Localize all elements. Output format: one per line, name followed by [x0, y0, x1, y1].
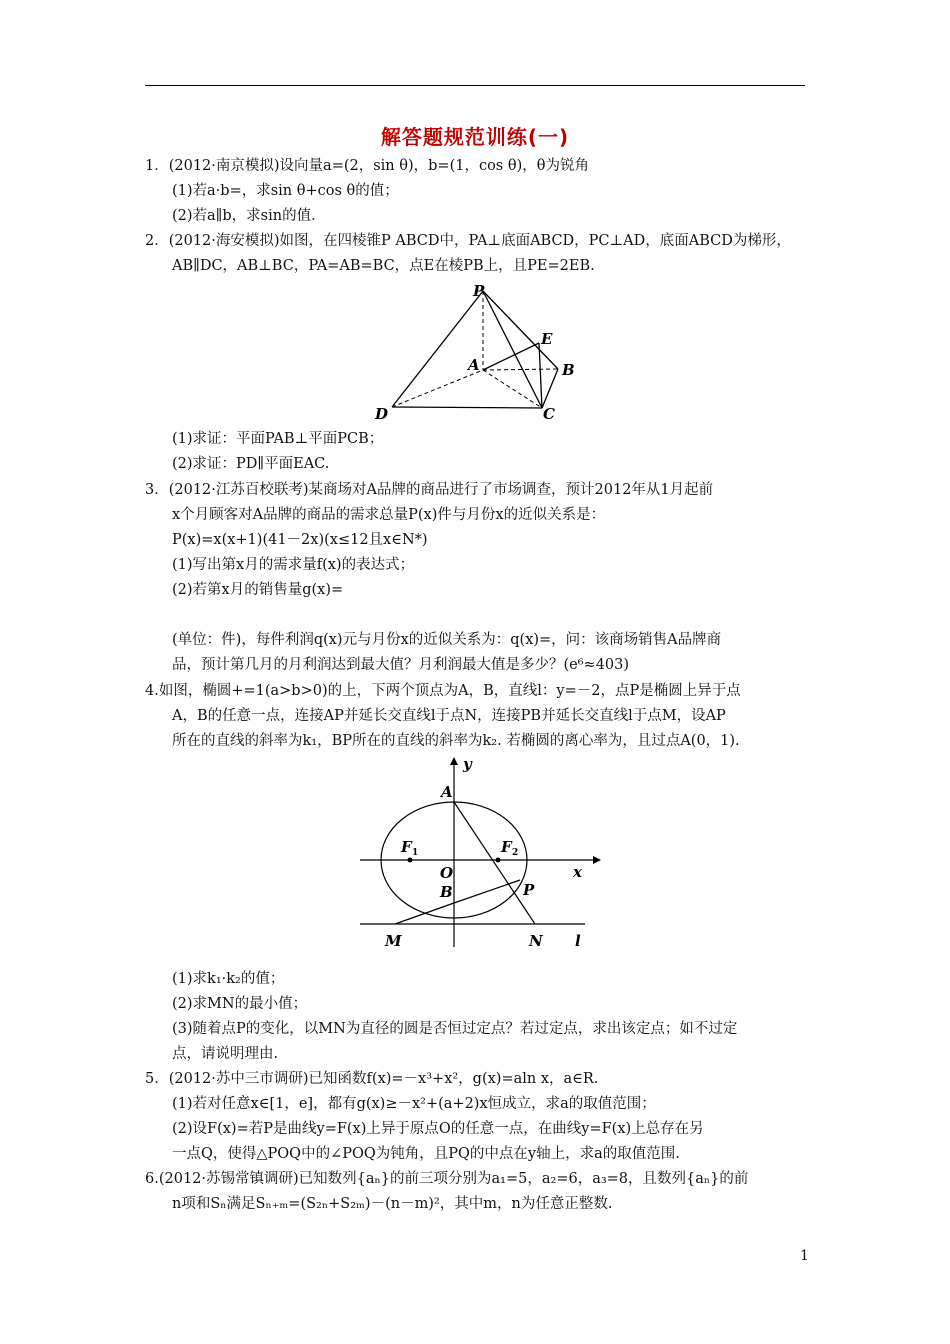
label-P: P: [473, 282, 485, 300]
label-D: D: [375, 405, 389, 423]
problem-1-part-2: (2)若a∥b，求sin的值．: [172, 208, 326, 224]
label-F1: F: [401, 838, 412, 856]
problem-1-stem: 1．(2012·南京模拟)设向量a=(2，sin θ)，b=(1，cos θ)，θ为锐角: [145, 158, 589, 174]
problem-3-stem-cont: x个月顾客对A品牌的商品的需求总量P(x)件与月份x的近似关系是：: [172, 507, 606, 523]
problem-3-stem: 3．(2012·江苏百校联考)某商场对A品牌的商品进行了市场调查，预计2012年从1月起前: [145, 482, 714, 498]
problem-3-part-1: (1)写出第x月的需求量f(x)的表达式；: [172, 557, 415, 573]
problem-6-stem: 6.(2012·苏锡常镇调研)已知数列{aₙ}的前三项分别为a₁=5，a₂=6，a₃=8，且数列{aₙ}的前: [145, 1171, 749, 1187]
label-O: O: [440, 864, 454, 882]
problem-4-part-3-cont: 点，请说明理由.: [172, 1046, 279, 1062]
problem-3-part-2: (2)若第x月的销售量g(x)=: [172, 582, 344, 598]
problem-2-stem: 2．(2012·海安模拟)如图，在四棱锥P ABCD中，PA⊥底面ABCD，PC⊥AD，底面ABCD为梯形，: [145, 233, 791, 249]
label-y: y: [463, 755, 472, 773]
problem-3-part-2-cont: (单位：件)，每件利润q(x)元与月份x的近似关系为：q(x)=，问：该商场销售A品牌商: [172, 632, 722, 648]
label-E: E: [541, 330, 553, 348]
label-F2: F: [501, 838, 512, 856]
problem-1-part-1: (1)若a·b=，求sin θ+cos θ的值；: [172, 183, 399, 199]
problem-4-part-3: (3)随着点P的变化，以MN为直径的圆是否恒过定点？若过定点，求出该定点；如不过定: [172, 1021, 738, 1037]
page-number: 1: [800, 1248, 809, 1264]
svg-text:2: 2: [512, 848, 519, 858]
problem-2-part-2: (2)求证：PD∥平面EAC.: [172, 456, 330, 472]
label-l: l: [575, 932, 581, 950]
ellipse-figure: [355, 755, 605, 955]
problem-5-stem: 5．(2012·苏中三市调研)已知函数f(x)=－x³+x²，g(x)=aln x，a∈R.: [145, 1071, 599, 1087]
label-A: A: [441, 783, 453, 801]
problem-2-stem-cont: AB∥DC，AB⊥BC，PA=AB=BC，点E在棱PB上，且PE=2EB.: [172, 258, 595, 274]
label-x: x: [573, 863, 582, 881]
label-C: C: [543, 405, 555, 423]
problem-5-part-2-cont: 一点Q，使得△POQ中的∠POQ为钝角，且PQ的中点在y轴上，求a的取值范围.: [172, 1146, 680, 1162]
label-B: B: [440, 883, 453, 901]
problem-4-part-2: (2)求MN的最小值；: [172, 996, 308, 1012]
problem-2-part-1: (1)求证：平面PAB⊥平面PCB；: [172, 431, 384, 447]
problem-6-stem-cont: n项和Sₙ满足Sₙ₊ₘ=(S₂ₙ+S₂ₘ)－(n－m)²，其中m，n为任意正整数.: [172, 1196, 613, 1212]
problem-4-stem-cont2: 所在的直线的斜率为k₁，BP所在的直线的斜率为k₂. 若椭圆的离心率为，且过点A(0，1).: [172, 733, 740, 749]
label-A: A: [468, 356, 480, 374]
label-N: N: [529, 932, 543, 950]
header-rule: [145, 85, 805, 86]
pyramid-figure: [370, 280, 590, 425]
page-title: 解答题规范训练(一): [380, 125, 570, 149]
problem-5-part-1: (1)若对任意x∈[1，e]，都有g(x)≥－x²+(a+2)x恒成立，求a的取值范围；: [172, 1096, 656, 1112]
problem-3-formula: P(x)=x(x+1)(41－2x)(x≤12且x∈N*): [172, 532, 428, 548]
problem-4-stem-cont: A，B的任意一点，连接AP并延长交直线l于点N，连接PB并延长交直线l于点M，设AP: [172, 708, 726, 724]
problem-4-stem: 4.如图，椭圆+=1(a>b>0)的上，下两个顶点为A，B，直线l：y=－2，点P是椭圆上异于点: [145, 683, 741, 699]
svg-text:1: 1: [412, 848, 419, 858]
problem-5-part-2: (2)设F(x)=若P是曲线y=F(x)上异于原点O的任意一点，在曲线y=F(x)上总存在另: [172, 1121, 704, 1137]
label-B: B: [562, 361, 575, 379]
problem-4-part-1: (1)求k₁·k₂的值；: [172, 971, 285, 987]
problem-3-part-2-cont2: 品，预计第几月的月利润达到最大值？月利润最大值是多少？(e⁶≈403): [172, 657, 630, 673]
label-M: M: [385, 932, 402, 950]
label-P: P: [523, 881, 535, 899]
